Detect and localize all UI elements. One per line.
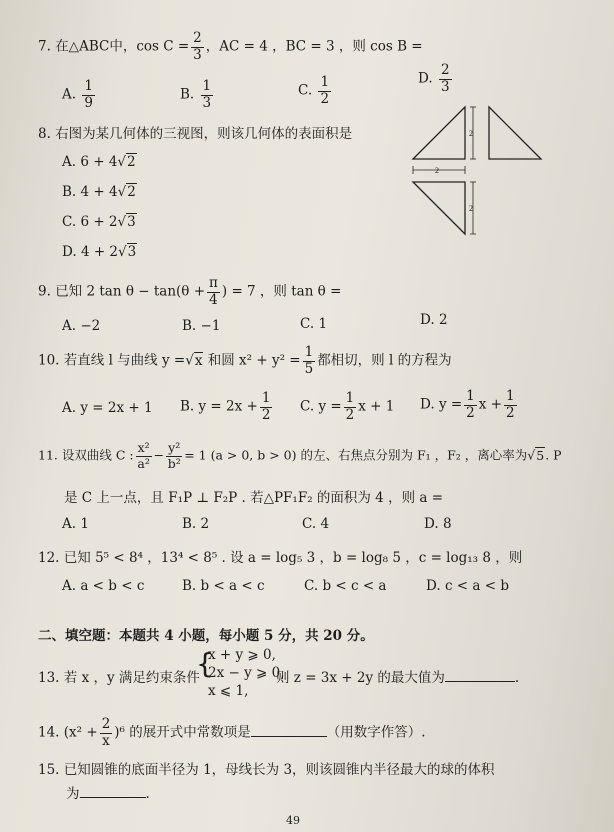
dim-depth-label: 2 [469, 204, 473, 213]
q10-option-c: C. y = $\frac{1}{2}$ x + 1 [300, 390, 395, 423]
q11-stem: 11. 设双曲线 C : $\frac{\text{x²}}{\text{a²}}$ − $\frac{\text{y²}}{\text{b²}}$ = 1 (a > 0, b > 0) 的左、右焦点分别为 F₁ ，F₂ ，离心率为√5. P [38, 440, 562, 471]
q8-option-a: A. 6 + 4√2 [62, 154, 136, 170]
q13-stem-tail: 则 z = 3x + 2y 的最大值为 . [276, 670, 520, 686]
q9-option-c: C. 1 [300, 316, 328, 332]
q9-stem: 9. 已知 2 tan θ − tan(θ + $\frac{\pi}{4}$ ) = 7 ，则 tan θ = [38, 275, 342, 308]
q9-option-a: A. −2 [62, 318, 101, 334]
page-number: 49 [286, 814, 300, 827]
q8-option-c: C. 6 + 2√3 [62, 214, 136, 230]
dim-height-label: 2 [469, 129, 473, 138]
q11-option-d: D. 8 [424, 516, 452, 532]
q9-option-b: B. −1 [182, 318, 221, 334]
three-view-diagram [405, 104, 555, 244]
front-view-triangle [413, 107, 465, 159]
q8-option-d: D. 4 + 2√3 [62, 244, 137, 260]
q7-option-d: D. $\frac{2}{3}$ [418, 62, 450, 95]
q11-option-b: B. 2 [182, 516, 210, 532]
q11-option-a: A. 1 [62, 516, 89, 532]
q8-option-b: B. 4 + 4√2 [62, 184, 136, 200]
q13-brace: { [196, 647, 214, 680]
q8-stem: 8. 右图为某几何体的三视图，则该几何体的表面积是 [38, 126, 353, 142]
q12-option-b: B. b < a < c [182, 578, 265, 594]
q9-option-d: D. 2 [420, 312, 448, 328]
q12-stem: 12. 已知 5⁵ < 8⁴ ，13⁴ < 8⁵ . 设 a = log₅ 3 ，b = log₈ 5 ，c = log₁₃ 8 ，则 [38, 550, 523, 566]
q7-option-b: B. $\frac{1}{3}$ [180, 78, 212, 111]
q11-stem-line2: 是 C 上一点，且 F₁P ⊥ F₂P . 若△PF₁F₂ 的面积为 4 ，则 a = [64, 490, 444, 506]
q7-option-c: C. $\frac{1}{2}$ [298, 74, 330, 107]
q10-stem: 10. 若直线 l 与曲线 y =√x 和圆 x² + y² = $\frac{1}{5}$ 都相切，则 l 的方程为 [38, 344, 452, 377]
q15-stem-line2: 为 . [66, 786, 150, 802]
q12-option-c: C. b < c < a [304, 578, 387, 594]
q7-option-a: A. $\frac{1}{9}$ [62, 78, 93, 111]
section-heading: 二、填空题：本题共 4 小题，每小题 5 分，共 20 分。 [38, 628, 374, 644]
q11-option-c: C. 4 [302, 516, 330, 532]
dim-width-label: 2 [435, 166, 439, 175]
q12-option-a: A. a < b < c [62, 578, 145, 594]
q10-option-a: A. y = 2x + 1 [62, 400, 153, 416]
q14-stem: 14. (x² + $\frac{2}{x}$ )⁶ 的展开式中常数项是 （用数字作答）. [38, 716, 426, 749]
q13-stem: 13. 若 x ，y 满足约束条件 [38, 670, 200, 686]
q10-option-d: D. y = $\frac{1}{2}$ x + $\frac{1}{2}$ [420, 388, 515, 421]
top-view-triangle [413, 182, 465, 234]
side-view-triangle [489, 107, 541, 159]
q12-option-d: D. c < a < b [426, 578, 509, 594]
q7-stem: 7. 在△ABC中，cos C = $\frac{2}{3}$ ，AC = 4 ，BC = 3 ，则 cos B = [38, 30, 423, 63]
q10-option-b: B. y = 2x + $\frac{1}{2}$ [180, 390, 271, 423]
q13-constraints: x + y ⩾ 0, 2x − y ⩾ 0, x ⩽ 1, [208, 647, 285, 699]
q15-stem: 15. 已知圆锥的底面半径为 1，母线长为 3，则该圆锥内半径最大的球的体积 [38, 762, 495, 778]
